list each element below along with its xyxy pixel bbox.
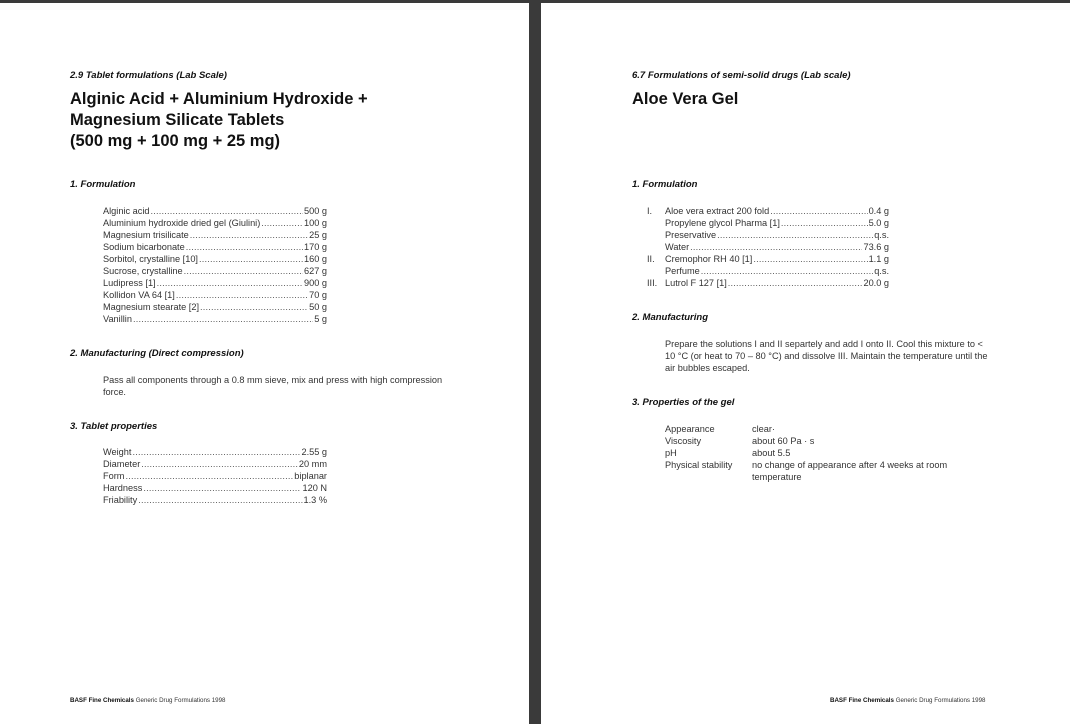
list-item-name: Cremophor RH 40 [1]: [665, 254, 753, 264]
list-item-number: III.: [647, 278, 658, 288]
list-item-value: 627 g: [304, 266, 327, 276]
list-item-name: Sorbitol, crystalline [10]: [103, 254, 198, 264]
list-item-name: Sucrose, crystalline: [103, 266, 183, 276]
list-item: [103, 205, 327, 217]
list-item: [647, 229, 889, 241]
list-item-name: Perfume: [665, 266, 700, 276]
properties-heading: 3. Tablet properties: [70, 421, 158, 432]
dot-leader: [770, 205, 867, 217]
list-item-name: Magnesium stearate [2]: [103, 302, 200, 312]
list-item-name: Sodium bicarbonate: [103, 242, 185, 252]
list-item: [647, 205, 889, 217]
dot-leader: [728, 277, 863, 289]
section-label: 6.7 Formulations of semi-solid drugs (Lab scale): [632, 70, 851, 81]
list-item-name: Alginic acid: [103, 206, 150, 216]
property-row: [665, 447, 985, 459]
dot-leader: [717, 229, 873, 241]
list-item-name: Hardness: [103, 483, 143, 493]
list-item-value: 5.0 g: [868, 218, 889, 228]
list-item: [647, 217, 889, 229]
manufacturing-heading: 2. Manufacturing: [632, 312, 709, 323]
list-item-name: Kollidon VA 64 [1]: [103, 290, 175, 300]
list-item-value: 900 g: [304, 278, 327, 288]
dot-leader: [132, 446, 300, 458]
manufacturing-text: Prepare the solutions I and II separtely and add I onto II. Cool this mixture to < 10 °C (or heat to 70 – 80 °C) and dissolve III. Maintain the temperature until the air bubbles escaped.: [665, 339, 988, 373]
page-title: Aloe Vera Gel: [632, 90, 739, 108]
property-row: [665, 459, 985, 483]
property-value: about 60 Pa · s: [752, 436, 815, 446]
property-value: about 5.5: [752, 448, 791, 458]
properties-list: [665, 423, 985, 483]
dot-leader: [186, 241, 303, 253]
title-line: Alginic Acid + Aluminium Hydroxide +: [70, 90, 368, 108]
formulation-heading: 1. Formulation: [70, 179, 136, 190]
dot-leader: [176, 289, 308, 301]
list-item: [103, 446, 327, 458]
dot-leader: [141, 458, 298, 470]
list-item-value: 120 N: [302, 483, 327, 493]
properties-heading: 3. Properties of the gel: [632, 397, 735, 408]
dot-leader: [138, 494, 302, 506]
list-item-value: 2.55 g: [301, 447, 327, 457]
dot-leader: [701, 265, 873, 277]
list-item-name: Propylene glycol Pharma [1]: [665, 218, 780, 228]
list-item: [103, 301, 327, 313]
property-name: pH: [665, 448, 677, 458]
list-item: [103, 470, 327, 482]
list-item: [103, 458, 327, 470]
dot-leader: [753, 253, 867, 265]
dot-leader: [125, 470, 293, 482]
list-item: [103, 482, 327, 494]
footer-text: Generic Drug Formulations 1998: [135, 697, 226, 704]
property-name: Physical stability: [665, 460, 733, 470]
list-item-number: II.: [647, 254, 655, 264]
list-item-value: 70 g: [309, 290, 327, 300]
title-line: Magnesium Silicate Tablets: [70, 111, 285, 129]
list-item-value: 20 mm: [298, 459, 327, 469]
list-item-name: Form: [103, 471, 125, 481]
page-footer: [70, 697, 225, 704]
dot-leader: [150, 205, 303, 217]
page-title: [70, 89, 368, 152]
dot-leader: [781, 217, 868, 229]
list-item-value: 1.1 g: [868, 254, 889, 264]
list-item: [103, 217, 327, 229]
list-item-value: 170 g: [304, 242, 327, 252]
dot-leader: [200, 301, 308, 313]
list-item-value: 50 g: [309, 302, 327, 312]
list-item-value: 73.6 g: [863, 242, 889, 252]
dot-leader: [143, 482, 301, 494]
list-item: [103, 494, 327, 506]
section-label: 2.9 Tablet formulations (Lab Scale): [70, 70, 227, 81]
list-item: [103, 289, 327, 301]
list-item-value: q.s.: [874, 230, 889, 240]
dot-leader: [190, 229, 308, 241]
list-item-number: I.: [647, 206, 653, 216]
property-value: clear·: [752, 424, 775, 434]
title-line: (500 mg + 100 mg + 25 mg): [70, 132, 281, 150]
dot-leader: [261, 217, 303, 229]
formulation-list: [103, 205, 327, 325]
properties-list: [103, 446, 327, 506]
list-item-name: Ludipress [1]: [103, 278, 156, 288]
page-footer: [830, 697, 985, 704]
right-page: [541, 3, 1070, 724]
list-item-value: 500 g: [304, 206, 327, 216]
list-item: [103, 313, 327, 325]
list-item: [647, 265, 889, 277]
list-item-name: Friability: [103, 495, 138, 505]
list-item: [647, 253, 889, 265]
list-item-name: Aloe vera extract 200 fold: [665, 206, 770, 216]
property-value: no change of appearance after 4 weeks at room temperature: [752, 460, 948, 482]
footer-brand: BASF Fine Chemicals: [70, 697, 134, 704]
list-item-name: Weight: [103, 447, 132, 457]
manufacturing-heading: 2. Manufacturing (Direct compression): [70, 348, 244, 359]
list-item-name: Magnesium trisilicate: [103, 230, 189, 240]
list-item: [647, 241, 889, 253]
list-item-value: biplanar: [294, 471, 327, 481]
list-item-value: 25 g: [309, 230, 327, 240]
list-item-name: Aluminium hydroxide dried gel (Giulini): [103, 218, 261, 228]
list-item-name: Preservative: [665, 230, 717, 240]
dot-leader: [184, 265, 303, 277]
list-item: [647, 277, 889, 289]
list-item: [103, 229, 327, 241]
list-item: [103, 253, 327, 265]
footer-brand: BASF Fine Chemicals: [830, 697, 894, 704]
property-name: Viscosity: [665, 436, 702, 446]
list-item-name: Vanillin: [103, 314, 132, 324]
list-item-name: Lutrol F 127 [1]: [665, 278, 727, 288]
property-row: [665, 435, 985, 447]
dot-leader: [199, 253, 303, 265]
list-item-value: q.s.: [874, 266, 889, 276]
list-item-name: Diameter: [103, 459, 141, 469]
left-page: [0, 3, 529, 724]
list-item: [103, 265, 327, 277]
list-item-name: Water: [665, 242, 690, 252]
dot-leader: [133, 313, 313, 325]
list-item: [103, 241, 327, 253]
list-item-value: 100 g: [304, 218, 327, 228]
property-row: [665, 423, 985, 435]
dot-leader: [157, 277, 303, 289]
list-item-value: 0.4 g: [868, 206, 889, 216]
list-item-value: 20.0 g: [863, 278, 889, 288]
list-item: [103, 277, 327, 289]
property-name: Appearance: [665, 424, 715, 434]
list-item-value: 160 g: [304, 254, 327, 264]
list-item-value: 5 g: [314, 314, 327, 324]
manufacturing-text: Pass all components through a 0.8 mm sieve, mix and press with high compression force.: [103, 375, 443, 397]
formulation-heading: 1. Formulation: [632, 179, 698, 190]
formulation-list: [647, 205, 889, 289]
dot-leader: [690, 241, 862, 253]
list-item-value: 1.3 %: [303, 495, 327, 505]
footer-text: Generic Drug Formulations 1998: [895, 697, 986, 704]
